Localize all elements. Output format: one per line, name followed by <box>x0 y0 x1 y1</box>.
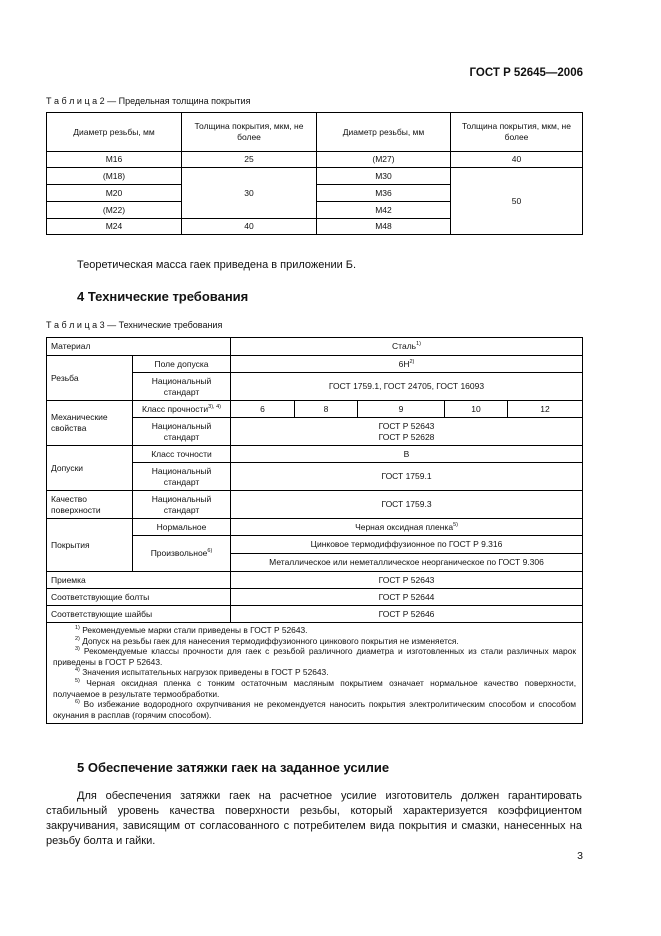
thread-tolerance-label: Поле допуска <box>133 356 231 373</box>
note-3: $^{3)}$ Рекомендуемые классы прочности для гаек с резьбой различного диаметра и изготовленных из стали различных марок приведены в ГОСТ Р 52643. <box>53 646 577 667</box>
mech-label: Механические свойства <box>47 401 133 446</box>
thread-standard-value: ГОСТ 1759.1, ГОСТ 24705, ГОСТ 16093 <box>231 373 583 401</box>
table3-caption: Т а б л и ц а 3 — Технические требования <box>46 320 223 330</box>
mech-class-12: 12 <box>508 401 583 418</box>
table-cell: 40 <box>182 219 317 235</box>
washers-label: Соответствующие шайбы <box>47 606 231 623</box>
section5-title: 5 Обеспечение затяжки гаек на заданное усилие <box>77 760 390 775</box>
bolts-value: ГОСТ Р 52644 <box>231 589 583 606</box>
table-cell: M30 <box>317 168 451 185</box>
thread-label: Резьба <box>47 356 133 401</box>
table-cell: M24 <box>47 219 182 235</box>
note-6: $^{6)}$ Во избежание водородного охрупчивания не рекомендуется наносить покрытия электролитическим способом и способом окунания в расплав (горячим способом). <box>53 699 577 720</box>
table2-caption: Т а б л и ц а 2 — Предельная толщина покрытия <box>46 96 251 106</box>
mass-note: Теоретическая масса гаек приведена в приложении Б. <box>77 259 357 271</box>
note-4: $^{4)}$ Значения испытательных нагрузок приведены в ГОСТ Р 52643. <box>75 667 329 678</box>
table-cell: M20 <box>47 185 182 202</box>
material-value: Сталь$^{1)}$ <box>231 338 583 356</box>
accuracy-value: B <box>231 446 583 463</box>
table-cell: 30 <box>182 168 317 219</box>
document-header: ГОСТ Р 52645—2006 <box>469 67 583 79</box>
table2-header-diameter-1: Диаметр резьбы, мм <box>47 113 182 152</box>
table-cell: M48 <box>317 219 451 235</box>
mech-class-label: Класс прочности$^{3), 4)}$ <box>133 401 231 418</box>
thread-tolerance-value: $6H^{2)}$ <box>231 356 583 373</box>
coating-arbitrary-value-2: Металлическое или неметаллическое неорганическое по ГОСТ 9.306 <box>231 554 583 572</box>
note-2: $^{2)}$ Допуск на резьбы гаек для нанесения термодиффузионного цинкового покрытия не изменяется. <box>75 635 459 646</box>
table-cell: 40 <box>451 152 583 168</box>
table-cell: M42 <box>317 202 451 219</box>
table-cell: (M22) <box>47 202 182 219</box>
table3-notes <box>47 623 583 724</box>
surface-standard-value: ГОСТ 1759.3 <box>231 491 583 519</box>
surface-standard-label: Национальный стандарт <box>133 491 231 519</box>
mech-class-6: 6 <box>231 401 295 418</box>
mech-class-8: 8 <box>295 401 358 418</box>
table2-header-diameter-2: Диаметр резьбы, мм <box>317 113 451 152</box>
table2-header-thickness-1: Толщина покрытия, мкм, не более <box>182 113 317 152</box>
section5-paragraph: Для обеспечения затяжки гаек на расчетное усилие изготовитель должен гарантировать стабильный уровень качества поверхности резьбы, который характеризуется коэффициентом закручивания, зависящим от согласованного с потребителем вида покрытия и смазки, нанесенных на резьбу болта и гайки. <box>46 790 582 847</box>
note-5: $^{5)}$ Черная оксидная пленка с тонким остаточным масляным покрытием означает нормальное качество поверхности, получаемое в результате термообработки. <box>53 677 577 699</box>
table-cell: 50 <box>451 168 583 235</box>
mech-class-9: 9 <box>358 401 445 418</box>
coating-normal-value: Черная оксидная пленка$^{5)}$ <box>231 519 583 536</box>
accuracy-label: Класс точности <box>133 446 231 463</box>
washers-value: ГОСТ Р 52646 <box>231 606 583 623</box>
table-cell: (M27) <box>317 152 451 168</box>
table3 <box>46 337 583 724</box>
tolerances-label: Допуски <box>47 446 133 491</box>
material-label: Материал <box>47 338 231 356</box>
table2-header-thickness-2: Толщина покрытия, мкм, не более <box>451 113 583 152</box>
surface-label: Качество поверхности <box>47 491 133 519</box>
coating-arbitrary-label: Произвольное$^{6)}$ <box>133 536 231 572</box>
thread-standard-label: Национальный стандарт <box>133 373 231 401</box>
mech-standard-label: Национальный стандарт <box>133 418 231 446</box>
coating-arbitrary-value-1: Цинковое термодиффузионное по ГОСТ Р 9.316 <box>231 536 583 554</box>
coating-label: Покрытия <box>47 519 133 572</box>
tolerances-standard-value: ГОСТ 1759.1 <box>231 463 583 491</box>
mech-standard-value-1: ГОСТ Р 52643 <box>378 420 435 431</box>
table-cell: 25 <box>182 152 317 168</box>
table2 <box>46 112 583 235</box>
coating-normal-label: Нормальное <box>133 519 231 536</box>
table-cell: M36 <box>317 185 451 202</box>
tolerances-standard-label: Национальный стандарт <box>133 463 231 491</box>
acceptance-label: Приемка <box>47 572 231 589</box>
table-cell: M16 <box>47 152 182 168</box>
bolts-label: Соответствующие болты <box>47 589 231 606</box>
table-cell: (M18) <box>47 168 182 185</box>
note-1: $^{1)}$ Рекомендуемые марки стали приведены в ГОСТ Р 52643. <box>75 625 308 635</box>
acceptance-value: ГОСТ Р 52643 <box>231 572 583 589</box>
section4-title: 4 Технические требования <box>77 289 249 304</box>
page-number: 3 <box>577 850 583 862</box>
mech-class-10: 10 <box>445 401 508 418</box>
mech-standard-value <box>231 418 583 446</box>
mech-standard-value-2: ГОСТ Р 52628 <box>378 431 435 442</box>
